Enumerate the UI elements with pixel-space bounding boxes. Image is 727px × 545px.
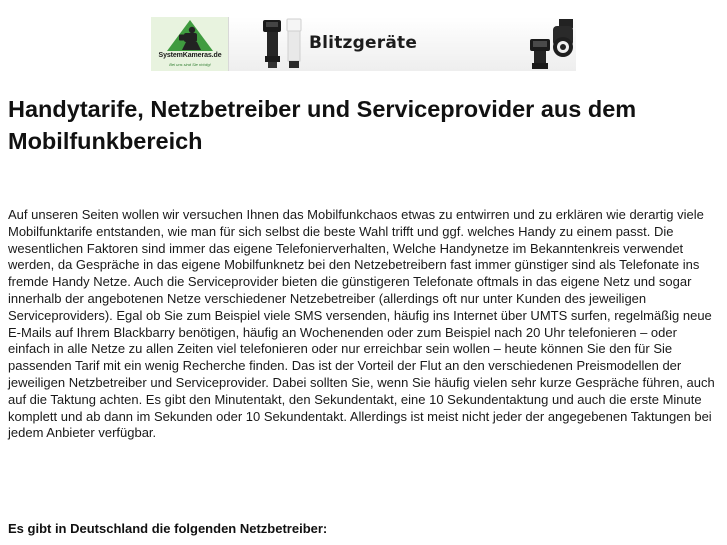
site-logo[interactable] (151, 17, 229, 71)
section-heading-network-operators: Es gibt in Deutschland die folgenden Netzbetreiber: (8, 521, 328, 536)
logo-tagline: Bei uns sind Sie richtig! (169, 62, 211, 67)
logo-name: SystemKameras.de (158, 52, 222, 59)
ring-flash-icon (553, 19, 573, 57)
page-title: Handytarife, Netzbetreiber und Serviceprovider aus dem Mobilfunkbereich (8, 96, 637, 154)
flash-diffuser-icon (287, 19, 301, 68)
intro-paragraph: Auf unseren Seiten wollen wir versuchen Ihnen das Mobilfunkchaos etwas zu entwirren und zu erklären wie derartig viele Mobilfunktarife entstanden, wie man für sich selbst die beste Wahl trifft und ggf. welches Handy zu einem passt. Die wesentlichen Faktoren sind immer das eigene Telefonierverhalten, Welche Handynetze im Bekanntenkreis verwendet werden, da Gespräche in das eigene Mobilfunknetz bei den Netzebetreibern fast immer günstiger sind als Telefonate ins fremde Handy Netze. Auch die Serviceprovider bieten die günstigeren Telefonate oftmals in das eigene Netz und sogar innerhalb der angebotenen Netze verschiedener Netzebetreiber (allerdings oft nur unter Kunden des jeweiligen Serviceproviders). Egal ob Sie zum Beispiel viele SMS versenden, häufig ins Internet über UMTS surfen, regelmäßig neue E-Mails auf Ihrem Blackbarry benötigen, häufig an Wochenenden oder zum Beispiel nach 20 Uhr telefonieren – oder einfach in alle Netze zu allen Zeiten viel telefonieren oder nur erreichbar sein wollen – heute können Sie den für Sie passenden Tarif mit ein wenig Recherche finden. Das ist der Vorteil der Flut an den verschiedenen Preismodellen der jeweiligen Netzbetreiber und Serviceprovider. Dabei sollten Sie, wenn Sie häufig vielen sehr kurze Gespräche führen, auch auf die Taktung achten. Es gibt den Minutentakt, den Sekundentakt, eine 10 Sekundentaktung und auch die erste Minute komplett und ab dann im Sekunden oder 10 Sekundentakt. Allerdings ist meist nicht jeder der angegebenen Taktungen bei jedem Anbieter verfügbar. (8, 207, 715, 441)
banner-title: Blitzgeräte (309, 33, 418, 53)
header-banner[interactable] (151, 17, 576, 71)
banner-graphic[interactable] (229, 17, 576, 71)
flash-unit-icon (263, 20, 281, 68)
flash-unit-icon (530, 39, 550, 69)
